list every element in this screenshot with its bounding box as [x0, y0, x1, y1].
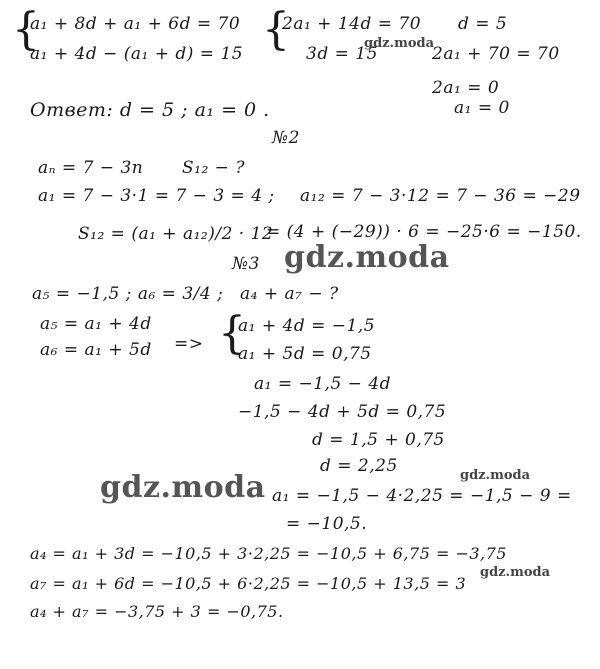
- equation-line: = (4 + (−29)) · 6 = −25·6 = −150.: [266, 222, 582, 242]
- system-brace-1: {: [12, 4, 40, 55]
- equation-line: a₁₂ = 7 − 3·12 = 7 − 36 = −29: [300, 186, 581, 206]
- equation-line: a₁ = 7 − 3·1 = 7 − 3 = 4 ;: [38, 186, 275, 206]
- system-brace-2: {: [262, 4, 290, 55]
- answer-line: Ответ: d = 5 ; a₁ = 0 .: [30, 99, 270, 121]
- equation-line: d = 1,5 + 0,75: [312, 430, 445, 450]
- equation-line: S₁₂ = (a₁ + a₁₂)/2 · 12: [78, 224, 274, 244]
- equation-line: a₁ = 0: [454, 98, 510, 118]
- equation-line: a₁ + 4d − (a₁ + d) = 15: [30, 44, 244, 64]
- equation-line: a₇ = a₁ + 6d = −10,5 + 6·2,25 = −10,5 + 13,5 = 3: [30, 574, 467, 593]
- equation-line: a₁ = −1,5 − 4·2,25 = −1,5 − 9 =: [272, 486, 572, 506]
- equation-line: 2a₁ + 70 = 70: [432, 44, 560, 64]
- implication-arrow: =>: [174, 334, 204, 354]
- equation-line: a₁ + 4d = −1,5: [238, 316, 376, 336]
- watermark: gdz.moda: [460, 468, 531, 483]
- equation-line: a₁ + 5d = 0,75: [238, 344, 372, 364]
- equation-line: a₆ = a₁ + 5d: [40, 340, 152, 360]
- equation-line: a₅ = a₁ + 4d: [40, 314, 152, 334]
- equation-line: a₁ + 8d + a₁ + 6d = 70: [30, 14, 241, 34]
- equation-line: a₅ = −1,5 ; a₆ = 3/4 ;: [32, 284, 224, 304]
- watermark: gdz.moda: [100, 470, 266, 505]
- equation-line: d = 2,25: [320, 456, 398, 476]
- watermark: gdz.moda: [364, 36, 435, 51]
- equation-line: = −10,5.: [286, 514, 368, 534]
- watermark: gdz.moda: [480, 565, 551, 580]
- watermark: gdz.moda: [284, 240, 450, 275]
- equation-line: a₄ + a₇ = −3,75 + 3 = −0,75.: [30, 602, 284, 621]
- equation-line: a₄ = a₁ + 3d = −10,5 + 3·2,25 = −10,5 + 6,75 = −3,75: [30, 544, 507, 563]
- equation-line: 2a₁ = 0: [432, 78, 500, 98]
- equation-line: 2a₁ + 14d = 70: [282, 14, 422, 34]
- equation-line: −1,5 − 4d + 5d = 0,75: [238, 402, 447, 422]
- equation-line: 3d = 15: [306, 44, 378, 64]
- equation-line: S₁₂ − ?: [182, 158, 245, 178]
- system-brace-3: {: [218, 308, 246, 359]
- equation-line: d = 5: [458, 14, 508, 34]
- problem-number: №2: [272, 128, 300, 148]
- equation-line: aₙ = 7 − 3n: [38, 158, 144, 178]
- problem-number: №3: [232, 254, 260, 274]
- equation-line: a₁ = −1,5 − 4d: [254, 374, 392, 394]
- equation-line: a₄ + a₇ − ?: [240, 284, 339, 304]
